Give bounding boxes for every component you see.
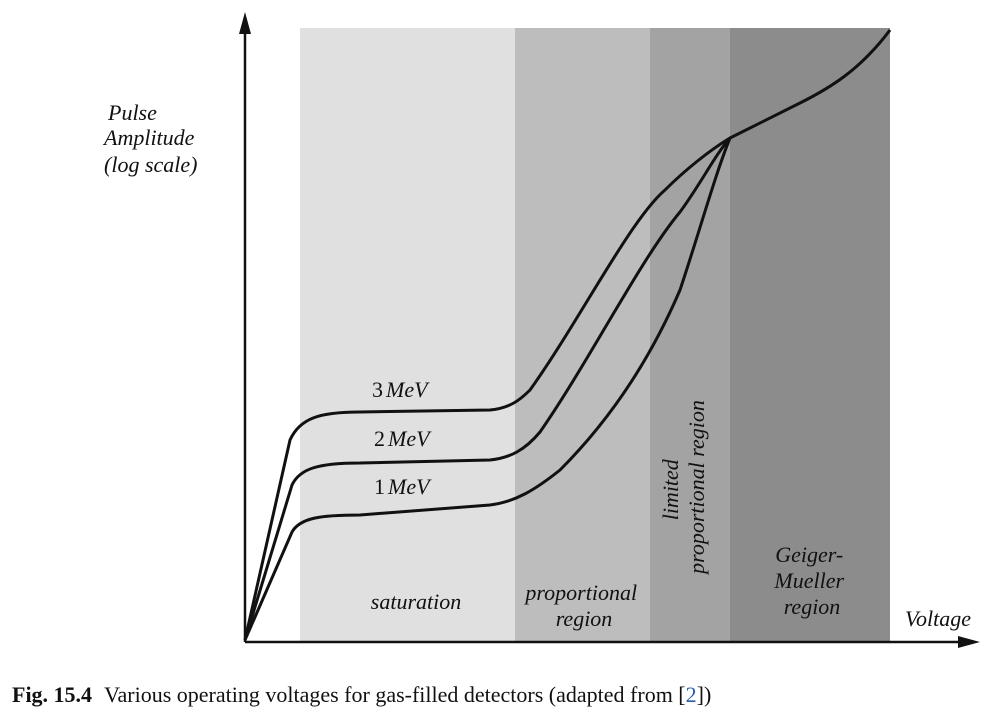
y-axis-arrowhead: [239, 12, 251, 34]
region-label-proportional: proportional region: [525, 580, 638, 631]
figure-caption: [12, 682, 711, 708]
region-band-saturation: [300, 28, 515, 642]
x-axis-label: Voltage: [905, 606, 971, 631]
curve-label-2mev: 2 MeV: [374, 426, 430, 451]
caption-text-end: ]): [696, 682, 712, 707]
y-axis-label-line-2: Amplitude: [104, 125, 195, 150]
y-axis-label: [102, 100, 200, 177]
caption-reference-link[interactable]: 2: [685, 682, 697, 707]
curve-label-3mev: 3 MeV: [372, 377, 428, 402]
figure-number: Fig. 15.4: [12, 682, 93, 707]
region-label-saturation: saturation: [370, 589, 462, 614]
y-axis-label-line-3: (log scale): [104, 152, 198, 177]
y-axis-label-line-1: Pulse: [108, 100, 157, 125]
region-label-limited-proportional: limited proportional region: [658, 400, 709, 574]
region-label-geiger-mueller: Geiger- Mueller region: [774, 542, 845, 619]
region-band-proportional: [515, 28, 650, 642]
caption-text: Various operating voltages for gas-filled detectors (adapted from [: [104, 682, 686, 707]
curve-label-1mev: 1 MeV: [374, 474, 430, 499]
x-axis-arrowhead: [958, 636, 980, 648]
